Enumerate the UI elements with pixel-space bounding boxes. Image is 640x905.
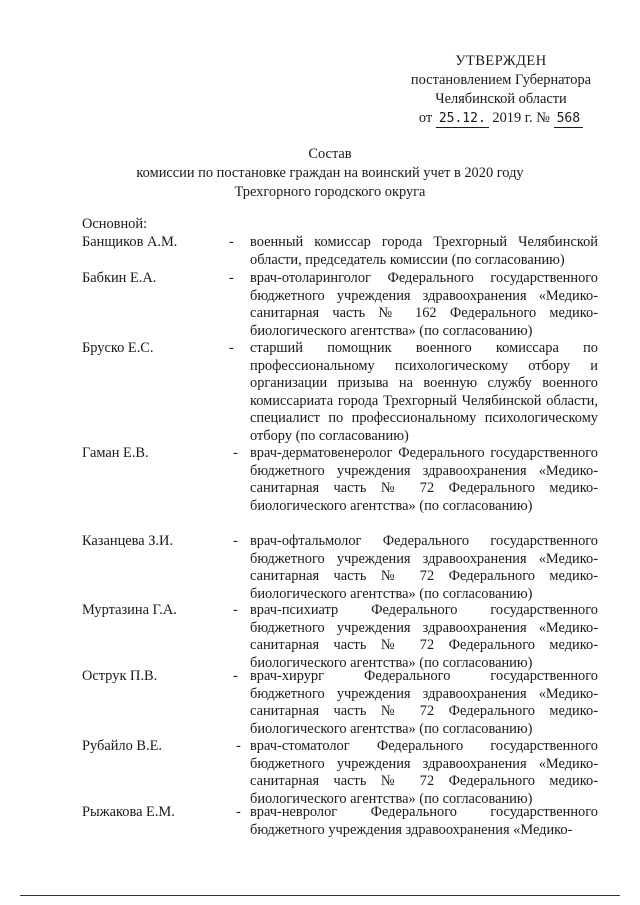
approval-year: 2019 г. № <box>492 110 550 126</box>
member-role: старший помощник военного комиссара по профессиональному психологическому отбору и организации призыва на военную службу военного комиссариата города Трехгорный Челябинской области, специалист по профессиональному психологическому отбору (по согласованию) <box>250 340 598 444</box>
member-dash: - <box>229 270 234 286</box>
member-role: врач-дерматовенеролог Федерального государственного бюджетного учреждения здравоохранения «Медико-санитарная часть № 72 Федерального медико-биологического агентства» (по согласованию) <box>250 445 598 514</box>
member-name: Бруско Е.С. <box>82 340 154 356</box>
section-label: Основной: <box>82 216 148 232</box>
member-dash: - <box>233 602 238 618</box>
document-title-block <box>80 145 580 202</box>
member-dash: - <box>229 340 234 356</box>
member-role: врач-отоларинголог Федерального государственного бюджетного учреждения здравоохранения «Медико-санитарная часть № 162 Федерального медико-биологического агентства» (по согласованию) <box>250 270 598 339</box>
member-role: врач-психиатр Федерального государственного бюджетного учреждения здравоохранения «Медико-санитарная часть № 72 Федерального медико-биологического агентства» (по согласованию) <box>250 602 598 671</box>
document-subtitle-1: комиссии по постановке граждан на воинский учет в 2020 году <box>136 165 524 181</box>
page-bottom-rule <box>20 895 620 896</box>
member-name: Казанцева З.И. <box>82 533 174 549</box>
member-name: Муртазина Г.А. <box>82 602 177 618</box>
approval-date-line <box>395 109 607 128</box>
approval-line-2: Челябинской области <box>435 91 567 107</box>
approval-block <box>395 52 607 128</box>
member-role: врач-офтальмолог Федерального государственного бюджетного учреждения здравоохранения «Медико-санитарная часть № 72 Федерального медико-биологического агентства» (по согласованию) <box>250 533 598 602</box>
member-dash: - <box>236 804 241 820</box>
member-name: Банщиков А.М. <box>82 234 178 250</box>
member-name: Остpук П.В. <box>82 668 158 684</box>
member-name: Рубайло В.Е. <box>82 738 162 754</box>
approval-number: 568 <box>554 111 583 128</box>
member-dash: - <box>233 668 238 684</box>
member-role: врач-невролог Федерального государственного бюджетного учреждения здравоохранения «Медико- <box>250 804 598 838</box>
approval-date: 25.12. <box>436 111 489 128</box>
member-dash: - <box>236 738 241 754</box>
member-role: врач-стоматолог Федерального государственного бюджетного учреждения здравоохранения «Медико-санитарная часть № 72 Федерального медико-биологического агентства» (по согласованию) <box>250 738 598 807</box>
document-title: Состав <box>308 146 352 162</box>
approval-line-1: постановлением Губернатора <box>410 72 592 88</box>
member-dash: - <box>233 533 238 549</box>
from-label: от <box>418 110 433 126</box>
member-role: военный комиссар города Трехгорный Челябинской области, председатель комиссии (по согласованию) <box>250 234 598 268</box>
member-name: Рыжакова Е.М. <box>82 804 175 820</box>
member-dash: - <box>229 234 234 250</box>
member-name: Бабкин Е.А. <box>82 270 157 286</box>
member-role: врач-хирург Федерального государственного бюджетного учреждения здравоохранения «Медико-санитарная часть № 72 Федерального медико-биологического агентства» (по согласованию) <box>250 668 598 737</box>
member-dash: - <box>233 445 238 461</box>
approval-title: УТВЕРЖДЕН <box>455 53 547 69</box>
member-name: Гаман Е.В. <box>82 445 149 461</box>
document-subtitle-2: Трехгорного городского округа <box>234 184 426 200</box>
